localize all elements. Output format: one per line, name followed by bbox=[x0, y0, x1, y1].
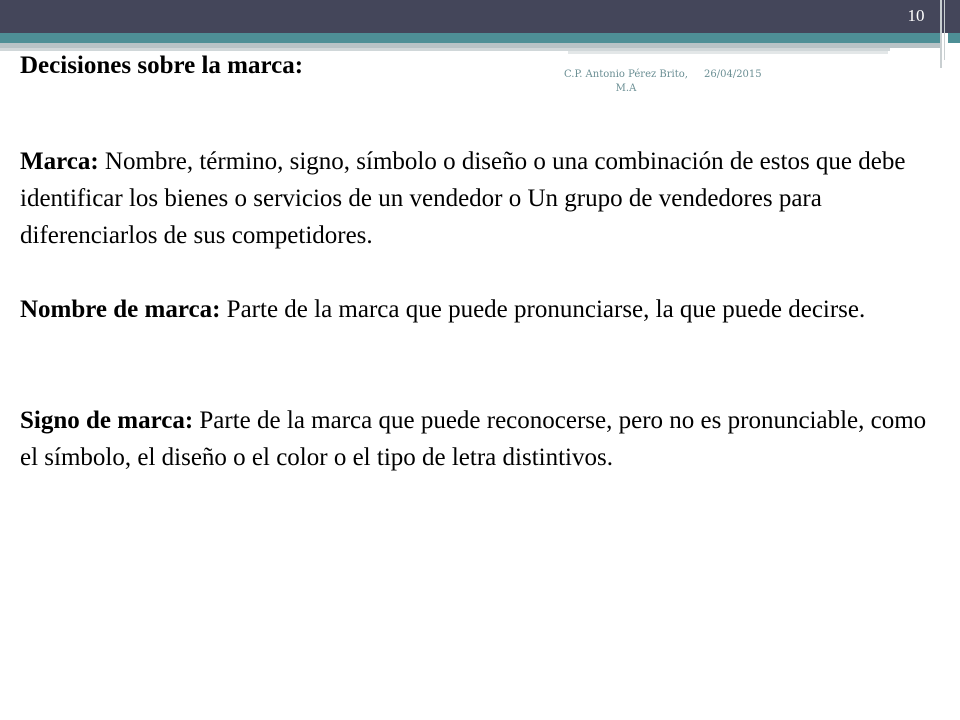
definition-text: Nombre, término, signo, símbolo o diseño o una combinación de estos que debe identificar los bienes o servicios de un vendedor o Un grupo de vendedores para diferenciarlos de sus competidores. bbox=[20, 148, 906, 249]
accent-band-right bbox=[948, 33, 960, 43]
divider-line-tertiary bbox=[568, 51, 888, 54]
definition-text: Parte de la marca que puede pronunciarse, la que puede decirse. bbox=[220, 296, 866, 323]
slide-title: Decisiones sobre la marca: bbox=[20, 52, 304, 79]
definition-term: Marca: bbox=[20, 148, 99, 175]
definition-nombre-de-marca bbox=[20, 291, 930, 328]
definition-term: Signo de marca: bbox=[20, 407, 194, 434]
definition-text: Parte de la marca que puede reconocerse, pero no es pronunciable, como el símbolo, el diseño o el color o el tipo de letra distintivos. bbox=[20, 407, 927, 471]
definition-signo-de-marca bbox=[20, 402, 930, 476]
accent-band bbox=[0, 33, 940, 43]
definition-marca bbox=[20, 143, 930, 254]
vertical-divider-thin bbox=[944, 0, 945, 60]
header-bar bbox=[0, 0, 960, 33]
vertical-divider bbox=[940, 0, 942, 68]
slide-number: 10 bbox=[907, 6, 925, 25]
footer-date: 26/04/2015 bbox=[704, 69, 762, 80]
footer-author: C.P. Antonio Pérez Brito, M.A bbox=[564, 69, 688, 94]
slide-body bbox=[20, 143, 930, 476]
definition-term: Nombre de marca: bbox=[20, 296, 221, 323]
